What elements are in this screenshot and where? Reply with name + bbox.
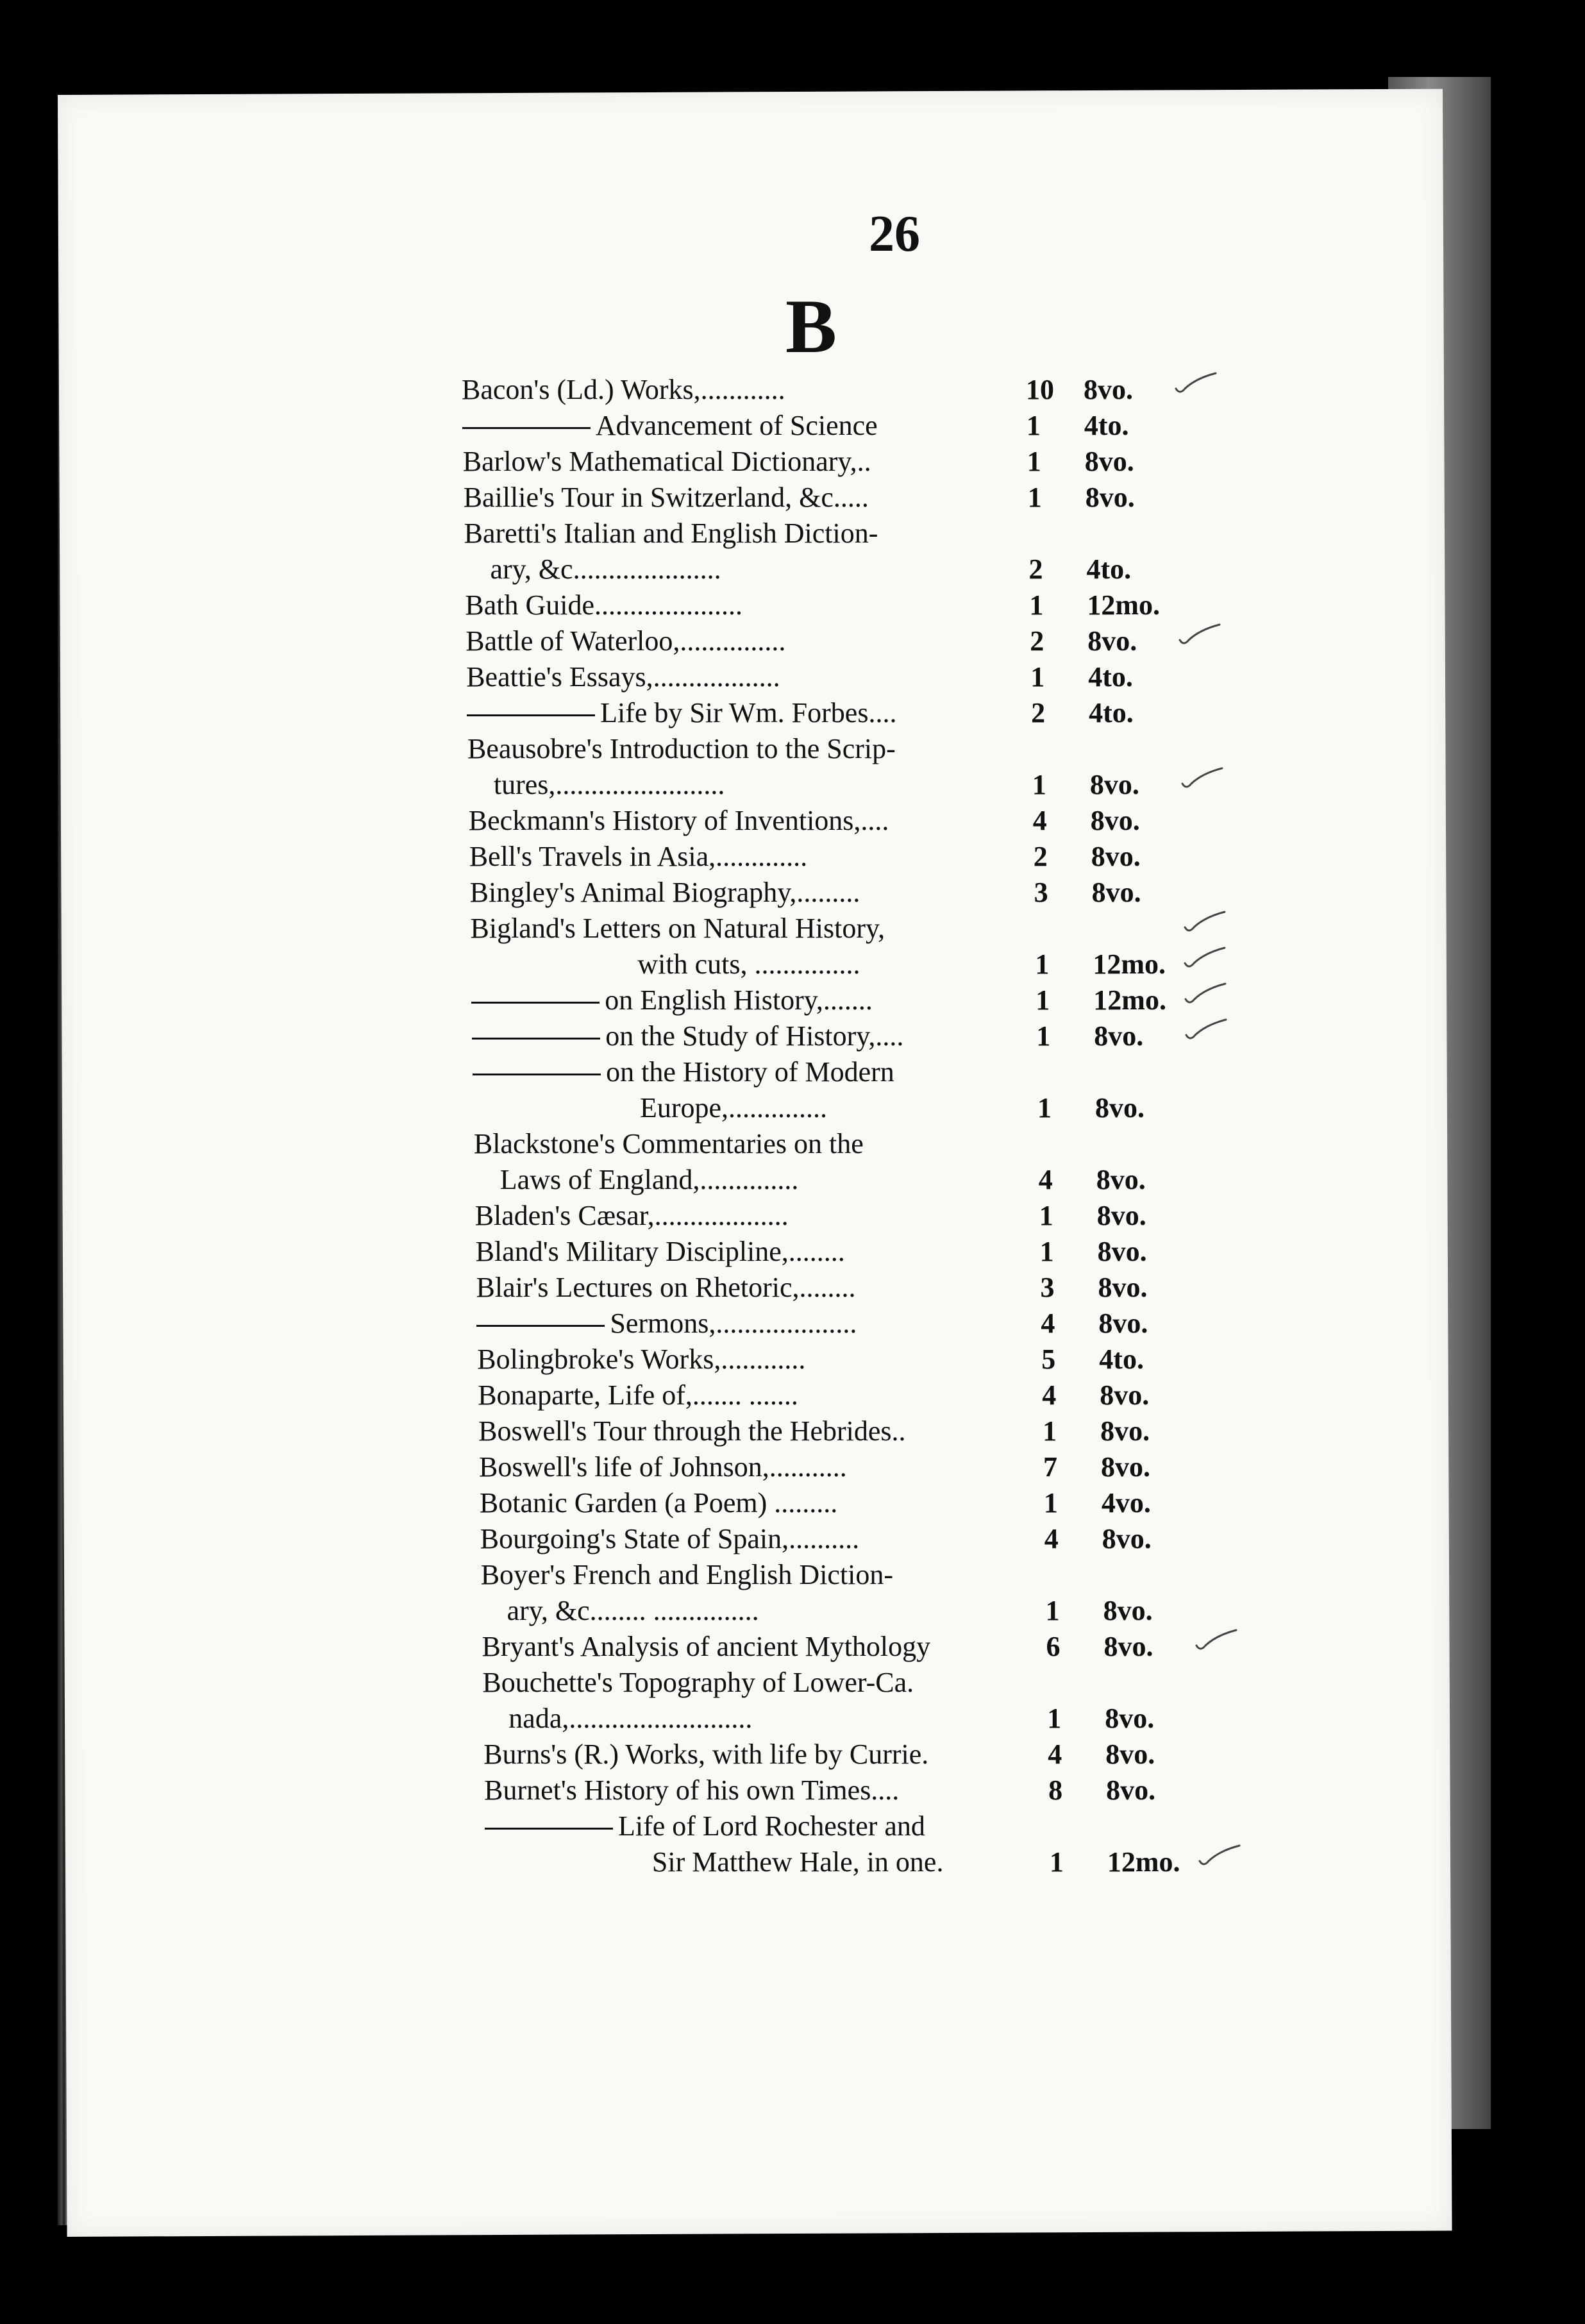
entry-title-text: Bryant's Analysis of ancient Mythology xyxy=(482,1631,931,1662)
entry-title-text: ary, &c..................... xyxy=(490,553,721,585)
entry-title xyxy=(470,876,860,909)
entry-title xyxy=(482,1666,914,1699)
entry-format: 8vo. xyxy=(1096,1200,1146,1231)
entry-title-text: Baillie's Tour in Switzerland, &c..... xyxy=(463,482,869,513)
entry-format: 12mo. xyxy=(1093,984,1166,1016)
entry-format: 8vo. xyxy=(1105,1739,1155,1770)
pencil-check-mark-icon xyxy=(1182,944,1227,970)
entry-title xyxy=(485,1810,925,1842)
entry-title xyxy=(479,1451,847,1483)
entry-title xyxy=(467,732,896,765)
entry-volumes: 2 xyxy=(1031,697,1046,728)
entry-volumes: 3 xyxy=(1034,877,1048,908)
catalog-entry xyxy=(462,661,1231,696)
catalog-entry xyxy=(462,1810,1231,1846)
entry-format: 8vo. xyxy=(1091,841,1141,872)
entry-title-text: Bigland's Letters on Natural History, xyxy=(470,913,885,944)
entry-title-text: Life of Lord Rochester and xyxy=(618,1810,925,1842)
entry-title xyxy=(637,948,860,981)
entry-volumes: 1 xyxy=(1047,1703,1062,1734)
catalog-entry xyxy=(462,1343,1231,1379)
catalog-entry xyxy=(462,517,1231,553)
catalog-entry xyxy=(462,1558,1231,1594)
catalog-entry xyxy=(462,1056,1231,1091)
entry-volumes: 8 xyxy=(1048,1774,1063,1806)
entry-volumes: 3 xyxy=(1040,1272,1055,1303)
entry-title-text: Life by Sir Wm. Forbes.... xyxy=(600,697,897,728)
entry-format: 12mo. xyxy=(1087,589,1161,621)
catalog-entry xyxy=(462,481,1231,517)
entry-format: 8vo. xyxy=(1106,1774,1156,1806)
entry-volumes: 1 xyxy=(1039,1200,1053,1231)
entry-title xyxy=(652,1846,944,1878)
entry-title xyxy=(476,1271,856,1304)
entry-title-text: Bingley's Animal Biography,......... xyxy=(469,877,860,908)
entry-title-text: Bland's Military Discipline,........ xyxy=(475,1236,845,1267)
entry-title xyxy=(500,1163,799,1196)
catalog-entry xyxy=(462,1666,1231,1702)
entry-title-text: Burns's (R.) Works, with life by Currie. xyxy=(483,1739,929,1770)
entry-title xyxy=(471,984,873,1016)
entry-format: 8vo. xyxy=(1100,1379,1150,1411)
catalog-entry xyxy=(462,1451,1231,1486)
ditto-dash xyxy=(476,1325,605,1327)
entry-title xyxy=(465,625,785,657)
entry-title xyxy=(507,1594,759,1627)
entry-title-text: Baretti's Italian and English Diction- xyxy=(464,518,878,549)
entry-volumes: 4 xyxy=(1044,1523,1059,1554)
entry-title xyxy=(469,804,889,837)
entry-title xyxy=(476,1307,857,1340)
entry-volumes: 6 xyxy=(1046,1631,1061,1662)
entry-title xyxy=(494,768,725,801)
pencil-check-mark-icon xyxy=(1182,908,1227,934)
entry-title xyxy=(482,1630,931,1663)
entry-title-text: with cuts, ............... xyxy=(637,948,860,980)
page-number: 26 xyxy=(869,206,920,262)
catalog-list xyxy=(462,373,1231,1882)
entry-title-text: nada,.......................... xyxy=(508,1703,753,1734)
entry-format: 8vo. xyxy=(1087,625,1137,657)
entry-title-text: Europe,.............. xyxy=(640,1092,828,1124)
entry-title xyxy=(475,1199,789,1232)
catalog-entry xyxy=(462,1379,1231,1415)
entry-title xyxy=(480,1522,859,1555)
entry-volumes: 2 xyxy=(1033,841,1048,872)
catalog-entry xyxy=(462,1307,1231,1343)
catalog-entry xyxy=(462,804,1231,840)
catalog-entry xyxy=(462,948,1231,984)
pencil-check-mark-icon xyxy=(1183,980,1228,1006)
entry-volumes: 4 xyxy=(1032,805,1047,836)
catalog-entry xyxy=(462,625,1231,661)
entry-volumes: 7 xyxy=(1043,1451,1057,1483)
entry-title-text: Bladen's Cæsar,................... xyxy=(474,1200,789,1231)
entry-volumes: 1 xyxy=(1032,769,1046,800)
entry-title-text: Beckmann's History of Inventions,.... xyxy=(468,805,889,836)
ditto-dash xyxy=(473,1074,601,1075)
entry-title xyxy=(467,696,896,729)
catalog-entry xyxy=(462,1594,1231,1630)
entry-title-text: Bouchette's Topography of Lower-Ca. xyxy=(482,1667,914,1698)
entry-title-text: ary, &c........ ............... xyxy=(507,1595,759,1626)
entry-volumes: 1 xyxy=(1045,1595,1060,1626)
entry-title xyxy=(473,1056,894,1088)
entry-volumes: 1 xyxy=(1043,1415,1057,1447)
entry-volumes: 4 xyxy=(1038,1164,1053,1195)
entry-volumes: 4 xyxy=(1048,1739,1062,1770)
catalog-entry xyxy=(462,768,1231,804)
entry-format: 4to. xyxy=(1089,697,1134,728)
entry-format: 4to. xyxy=(1088,661,1133,693)
entry-title xyxy=(640,1091,827,1124)
catalog-entry xyxy=(462,589,1231,625)
entry-title xyxy=(484,1774,899,1806)
entry-title xyxy=(483,1738,928,1771)
catalog-entry xyxy=(462,1199,1231,1235)
catalog-entry xyxy=(462,1271,1231,1307)
entry-title xyxy=(478,1379,798,1411)
entry-title xyxy=(466,661,780,693)
catalog-entry xyxy=(462,373,1231,409)
entry-volumes: 2 xyxy=(1030,625,1044,657)
entry-title xyxy=(477,1343,805,1376)
ditto-dash xyxy=(471,1002,600,1004)
entry-format: 12mo. xyxy=(1107,1846,1180,1878)
pencil-check-mark-icon xyxy=(1194,1626,1239,1652)
catalog-entry xyxy=(462,445,1231,481)
entry-volumes: 1 xyxy=(1036,1020,1051,1052)
catalog-entry xyxy=(462,876,1231,912)
ditto-dash xyxy=(485,1828,613,1830)
catalog-entry xyxy=(462,1486,1231,1522)
entry-title-text: Blackstone's Commentaries on the xyxy=(473,1128,864,1159)
catalog-entry xyxy=(462,840,1231,876)
entry-volumes: 1 xyxy=(1043,1487,1058,1519)
entry-title xyxy=(478,1415,905,1447)
entry-title-text: on English History,....... xyxy=(605,984,873,1016)
entry-volumes: 10 xyxy=(1026,374,1054,405)
entry-title-text: tures,........................ xyxy=(493,769,725,800)
entry-volumes: 1 xyxy=(1036,984,1050,1016)
entry-title xyxy=(465,589,742,621)
entry-format: 8vo. xyxy=(1101,1451,1150,1483)
entry-format: 4vo. xyxy=(1101,1487,1151,1519)
catalog-entry xyxy=(462,732,1231,768)
entry-volumes: 1 xyxy=(1029,589,1044,621)
catalog-entry xyxy=(462,984,1231,1020)
entry-format: 8vo. xyxy=(1100,1415,1150,1447)
entry-title-text: Battle of Waterloo,............... xyxy=(465,625,786,657)
entry-volumes: 1 xyxy=(1026,410,1041,441)
entry-format: 8vo. xyxy=(1105,1703,1155,1734)
entry-title xyxy=(476,1235,845,1268)
entry-title-text: Burnet's History of his own Times.... xyxy=(484,1774,900,1806)
entry-volumes: 4 xyxy=(1041,1308,1055,1339)
entry-title-text: Beattie's Essays,.................. xyxy=(466,661,780,693)
catalog-entry xyxy=(462,1774,1231,1810)
entry-title-text: Blair's Lectures on Rhetoric,........ xyxy=(476,1272,856,1303)
entry-volumes: 1 xyxy=(1037,1092,1052,1124)
entry-format: 4to. xyxy=(1086,553,1132,585)
entry-volumes: 1 xyxy=(1027,482,1042,513)
entry-format: 8vo. xyxy=(1094,1020,1144,1052)
entry-title xyxy=(462,409,878,442)
entry-title-text: Bonaparte, Life of,....... ....... xyxy=(478,1379,798,1411)
entry-volumes: 1 xyxy=(1039,1236,1054,1267)
catalog-entry xyxy=(462,912,1231,948)
entry-title-text: Advancement of Science xyxy=(595,410,878,441)
entry-format: 8vo. xyxy=(1103,1595,1153,1626)
entry-title xyxy=(464,517,878,550)
pencil-check-mark-icon xyxy=(1173,369,1218,395)
entry-format: 8vo. xyxy=(1095,1092,1145,1124)
entry-title xyxy=(472,1020,903,1052)
entry-title xyxy=(464,481,869,514)
catalog-entry xyxy=(462,696,1231,732)
catalog-entry xyxy=(462,409,1231,445)
pencil-check-mark-icon xyxy=(1177,621,1222,646)
entry-format: 8vo. xyxy=(1098,1308,1148,1339)
entry-format: 8vo. xyxy=(1102,1523,1152,1554)
section-letter: B xyxy=(785,283,837,369)
catalog-entry xyxy=(462,1091,1231,1127)
entry-format: 8vo. xyxy=(1090,805,1140,836)
entry-volumes: 2 xyxy=(1028,553,1043,585)
catalog-entry xyxy=(462,1846,1231,1882)
entry-title xyxy=(463,445,871,478)
entry-title-text: Sir Matthew Hale, in one. xyxy=(651,1846,944,1878)
catalog-entry xyxy=(462,1415,1231,1451)
entry-format: 8vo. xyxy=(1096,1164,1146,1195)
entry-title xyxy=(480,1486,837,1519)
entry-title-text: Barlow's Mathematical Dictionary,.. xyxy=(462,446,871,477)
ditto-dash xyxy=(467,714,595,716)
entry-format: 12mo. xyxy=(1093,948,1166,980)
entry-title xyxy=(474,1127,864,1160)
entry-title-text: on the History of Modern xyxy=(606,1056,894,1088)
entry-title-text: Bolingbroke's Works,............ xyxy=(477,1343,806,1375)
entry-title-text: Botanic Garden (a Poem) ......... xyxy=(479,1487,838,1519)
entry-title xyxy=(508,1702,752,1735)
entry-title-text: Sermons,.................... xyxy=(610,1308,857,1339)
entry-volumes: 1 xyxy=(1030,661,1045,693)
pencil-check-mark-icon xyxy=(1184,1016,1229,1041)
entry-title-text: Laws of England,.............. xyxy=(499,1164,799,1195)
entry-title xyxy=(471,912,885,945)
ditto-dash xyxy=(472,1038,600,1040)
catalog-entry xyxy=(462,1630,1231,1666)
catalog-entry xyxy=(462,1235,1231,1271)
entry-format: 8vo. xyxy=(1084,374,1133,405)
catalog-entry xyxy=(462,1163,1231,1199)
entry-title-text: Beausobre's Introduction to the Scrip- xyxy=(467,733,896,764)
pencil-check-mark-icon xyxy=(1197,1842,1242,1867)
entry-title-text: Boswell's Tour through the Hebrides.. xyxy=(478,1415,906,1447)
catalog-entry xyxy=(462,553,1231,589)
entry-title xyxy=(469,840,807,873)
pencil-check-mark-icon xyxy=(1180,764,1225,790)
entry-title xyxy=(491,553,721,585)
entry-title-text: Bacon's (Ld.) Works,............ xyxy=(462,374,785,405)
entry-format: 8vo. xyxy=(1097,1236,1147,1267)
entry-volumes: 1 xyxy=(1049,1846,1064,1878)
entry-format: 4to. xyxy=(1099,1343,1144,1375)
entry-volumes: 5 xyxy=(1041,1343,1056,1375)
entry-volumes: 4 xyxy=(1042,1379,1057,1411)
entry-title-text: on the Study of History,.... xyxy=(605,1020,904,1052)
entry-format: 8vo. xyxy=(1085,482,1135,513)
entry-format: 4to. xyxy=(1084,410,1129,441)
ditto-dash xyxy=(462,427,591,429)
entry-title-text: Bourgoing's State of Spain,.......... xyxy=(480,1523,860,1554)
entry-title xyxy=(462,373,785,406)
entry-volumes: 1 xyxy=(1027,446,1041,477)
catalog-entry xyxy=(462,1127,1231,1163)
catalog-entry xyxy=(462,1522,1231,1558)
entry-title-text: Boswell's life of Johnson,........... xyxy=(479,1451,847,1483)
entry-format: 8vo. xyxy=(1098,1272,1148,1303)
entry-format: 8vo. xyxy=(1084,446,1134,477)
entry-title-text: Bath Guide..................... xyxy=(465,589,743,621)
entry-title xyxy=(481,1558,893,1591)
catalog-entry xyxy=(462,1738,1231,1774)
entry-title-text: Boyer's French and English Diction- xyxy=(480,1559,894,1590)
entry-format: 8vo. xyxy=(1091,877,1141,908)
entry-format: 8vo. xyxy=(1103,1631,1153,1662)
entry-volumes: 1 xyxy=(1035,948,1050,980)
catalog-entry xyxy=(462,1702,1231,1738)
entry-format: 8vo. xyxy=(1089,769,1139,800)
catalog-entry xyxy=(462,1020,1231,1056)
entry-title-text: Bell's Travels in Asia,............. xyxy=(469,841,808,872)
